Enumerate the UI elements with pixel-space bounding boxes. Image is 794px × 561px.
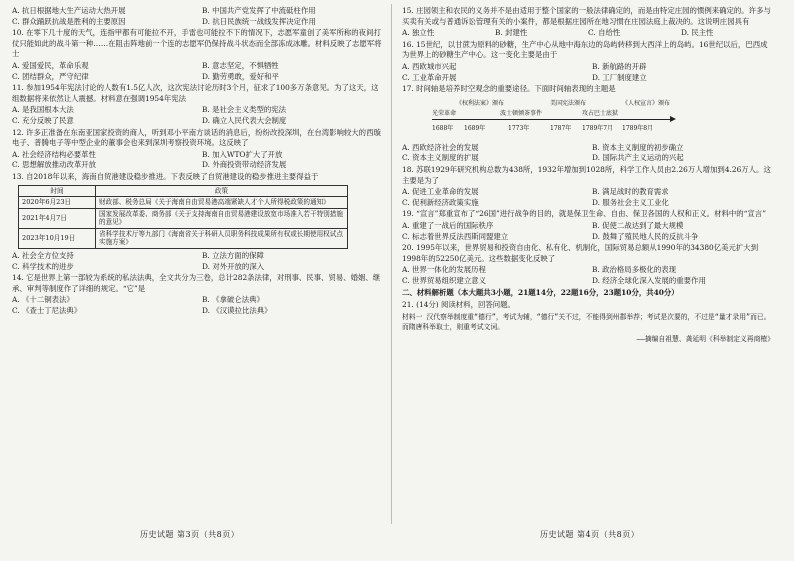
option: B. 政治格局多极化的表现 <box>592 265 677 275</box>
option: D. 民主性 <box>681 28 714 38</box>
option: C. 《查士丁尼法典》 <box>12 306 82 316</box>
timeline-year: 1689年 <box>464 124 486 132</box>
option: D. 经济全球化深入发展的重要作用 <box>592 275 706 285</box>
table-cell-policy: 省科学技术厅等九部门《海南省关于科研人员职务科技成果所有权或长期使用权试点实施方案》 <box>96 228 348 248</box>
timeline-year: 1787年 <box>550 124 572 132</box>
table-cell-policy: 财政部、税务总局《关于海南自由贸易港高端紧缺人才个人所得税政策的通知》 <box>96 197 348 209</box>
material-source: ——摘编自祖慧、龚延明《科举制定义再商榷》 <box>636 334 774 343</box>
policy-table <box>18 185 348 250</box>
q12-options <box>12 150 384 171</box>
page-footer-left: 历史试题 第3页（共8页） <box>140 530 240 539</box>
option: A. 社会全方位支持 <box>12 251 74 261</box>
option: C. 资本主义制度的扩展 <box>402 153 479 163</box>
timeline <box>432 97 774 141</box>
option: B. 立法方面的保障 <box>202 251 264 261</box>
q10-options <box>12 61 384 82</box>
option: A. 爱国爱民，革命乐观 <box>12 60 89 70</box>
column-divider <box>391 4 392 524</box>
timeline-event: 美国宪法颁布 <box>550 99 587 107</box>
table-header: 时间 <box>19 185 96 197</box>
option: B. 促使二战达到了最大规模 <box>592 220 684 230</box>
option: B. 资本主义制度的初步确立 <box>592 142 684 152</box>
q13-stem: 13. 自2018年以来，海南自贸港建设稳步推进。下表反映了自贸港建设的稳步推进主要得益于 <box>12 171 319 181</box>
q20-options <box>402 265 774 286</box>
q11-options <box>12 105 384 126</box>
option: C. 世界贸易组织建立意义 <box>402 275 486 285</box>
option: C. 充分反映了民意 <box>12 115 74 125</box>
q16-stem: 16. 15世纪，以甘蔗为原料的砂糖，生产中心从地中海东边的岛屿转移到大西洋上的岛屿。16世纪以后，巴西成为世界上的砂糖生产中心。这一变化主要是由于 <box>402 39 768 60</box>
q20-stem: 20. 1995年以来，世界贸易和投资自由化、私有化、机制化，国际贸易总额从1990年的34380亿美元扩大到1998年的52250亿美元。这些数据变化反映了 <box>402 243 759 263</box>
option: D. 外商投资带动经济发展 <box>202 160 287 170</box>
option: A. 社会经济结构必要革性 <box>12 149 96 159</box>
option: A. 西欧经济社会的发展 <box>402 142 479 152</box>
table-row <box>19 197 348 209</box>
option: D. 鼓舞了殖民地人民的反抗斗争 <box>592 231 699 241</box>
option: A. 世界一体化的发展历程 <box>402 265 486 275</box>
table-header: 政策 <box>96 185 348 197</box>
option: B. 封建性 <box>495 28 528 38</box>
q13-options <box>12 251 384 272</box>
option: D. 确立人民代表大会制度 <box>202 115 287 125</box>
q18-options <box>402 187 774 208</box>
timeline-event: 《人权宣言》颁布 <box>622 99 671 107</box>
option: C. 团结群众，严守纪律 <box>12 71 89 81</box>
left-column <box>12 6 384 318</box>
table-header-row <box>19 185 348 197</box>
timeline-year: 1773年 <box>508 124 530 132</box>
q18-stem: 18. 苏联1929年研究机构总数为438所，1932年增加到1028所，科学工作人员由2.26万人增加到4.26万人。这主要是为了 <box>402 164 771 185</box>
option: D. 勤劳勇敢，爱好和平 <box>202 71 279 81</box>
timeline-year: 1688年 <box>432 124 454 132</box>
right-column <box>402 6 774 345</box>
option: A. 是我国根本大法 <box>12 105 74 115</box>
option: C. 工业革命开展 <box>402 72 457 82</box>
option: D. 国际共产主义运动的兴起 <box>592 153 684 163</box>
timeline-event: 《权利法案》颁布 <box>456 99 505 107</box>
q10-stem: 10. 在零下几十度的天气，连指甲都有可能拉不开，手雷也可能拉不下的情况下，志愿军童创了美军所称的夜间打仗只能如此的战斗第一种……在阻击阵地前一个连的志愿军仍保持战斗状态而全部冻成冰雕。材料反映了志愿军将士 <box>12 28 382 59</box>
table-cell-date: 2020年6月23日 <box>19 197 96 209</box>
table-cell-date: 2023年10月19日 <box>19 228 96 248</box>
page-footer-right: 历史试题 第4页（共8页） <box>540 530 640 539</box>
option: B. 新航路的开辟 <box>592 61 647 71</box>
option: C. 标志着世界反法西斯同盟建立 <box>402 231 509 241</box>
q12-stem: 12. 许多正准备在东南亚国家投资的商人，听到邓小平南方谈话的消息后，纷纷改投深圳，在台湾影响较大的西璇电子、普腾电子等中型企业的董事会也来到深圳考察投资环境。这反映了 <box>12 127 381 148</box>
option: D. 工厂制度建立 <box>592 72 647 82</box>
option: B. 加入WTO扩大了开放 <box>202 149 283 159</box>
option: A. 重建了一战后的国际秩序 <box>402 220 494 230</box>
timeline-arrow-icon <box>670 116 676 122</box>
option: C. 自给性 <box>588 28 621 38</box>
q11-stem: 11. 参加1954年宪法讨论的人数有1.5亿人次，这次宪法讨论历时3个月，征求了100多万条意见。为了这天，这组数据将来依然让人震撼。材料意在强调1954年宪法 <box>12 83 379 103</box>
table-row <box>19 208 348 228</box>
material-one: 材料一 汉代察举制度重“德行”，考试为辅，“德行”关不过，不能得到州郡举荐；考试是次要的，不过是“量才录用”而已。而隋唐科举取士，则重考试文词。 <box>402 312 771 332</box>
option: C. 科学技术的进步 <box>12 261 74 271</box>
timeline-year: 1789年7月 <box>582 124 614 132</box>
option: C. 思想解放推动改革开放 <box>12 160 96 170</box>
q21-stem: 21. (14分) 阅读材料，回答问题。 <box>402 300 515 310</box>
option: A. 抗日根据地大生产运动大热开展 <box>12 6 126 15</box>
option: B. 满足战时的教育需求 <box>592 187 669 197</box>
table-cell-policy: 国家发展改革委、商务部《关于支持海南自由贸易港建设放宽市场准入若干特别措施的意见》 <box>96 208 348 228</box>
option: A. 促进工业革命的发展 <box>402 187 479 197</box>
q17-options <box>402 143 774 164</box>
timeline-axis <box>432 119 672 120</box>
timeline-event: 光荣革命 <box>432 109 457 117</box>
option: A. 《十二铜表法》 <box>12 295 74 305</box>
q14-options <box>12 295 384 316</box>
table-cell-date: 2021年4月7日 <box>19 208 96 228</box>
timeline-event: 波士顿倾茶事件 <box>500 109 543 117</box>
timeline-year: 1789年8月 <box>622 124 654 132</box>
option: D. 服务社会主义工业化 <box>592 197 669 207</box>
table-row <box>19 228 348 248</box>
option: C. 群众踊跃抗战是胜利的主要原因 <box>12 16 126 26</box>
q15-stem: 15. 庄园领主和农民的义务并不是由适用于整个国家的一般法律确定的，而是由特定庄园的惯例来确定的。许多与买卖有关或与普通诉讼管理有关的小案件，都是根据庄园所在地习惯在庄园法庭上裁决的。这说明庄园具有 <box>402 6 771 26</box>
option: A. 西欧城市兴起 <box>402 61 457 71</box>
option: C. 促利新经济政策实施 <box>402 197 479 207</box>
option: B. 《拿破仑法典》 <box>202 295 264 305</box>
option: D. 对外开放的深入 <box>202 261 265 271</box>
option: A. 独立性 <box>402 28 435 38</box>
q9-options <box>12 6 384 27</box>
option: B. 意志坚定，不惧牺牲 <box>202 60 279 70</box>
q14-stem: 14. 它是世界上第一部较为系统的私法法典，全文共分为三卷，总计282条法律，对刑事、民事、贸易、婚姻、继承、审判等制度作了详细的规定。“它”是 <box>12 273 381 293</box>
option: D. 《汉谟拉比法典》 <box>202 306 272 316</box>
q17-stem: 17. 时间轴是培养时空观念的重要途径。下面时间轴表现的主题是 <box>402 84 616 94</box>
q15-options <box>402 28 774 39</box>
q19-options <box>402 221 774 242</box>
option: D. 抗日民族统一战线发挥决定作用 <box>202 16 316 26</box>
timeline-event: 攻占巴士底狱 <box>582 109 619 117</box>
q16-options <box>402 62 774 83</box>
option: B. 是社会主义类型的宪法 <box>202 105 287 115</box>
q19-stem: 19. “宣言”郑重宣布了“26国”进行战争的目的，就是保卫生命、自由、保卫各国的人权和正义。材料中的“宣言” <box>402 209 766 219</box>
section-heading: 二、材料解析题（本大题共3小题，21题14分，22题16分，23题10分，共40分） <box>402 288 679 298</box>
option: B. 中国共产党发挥了中流砥柱作用 <box>202 6 316 15</box>
